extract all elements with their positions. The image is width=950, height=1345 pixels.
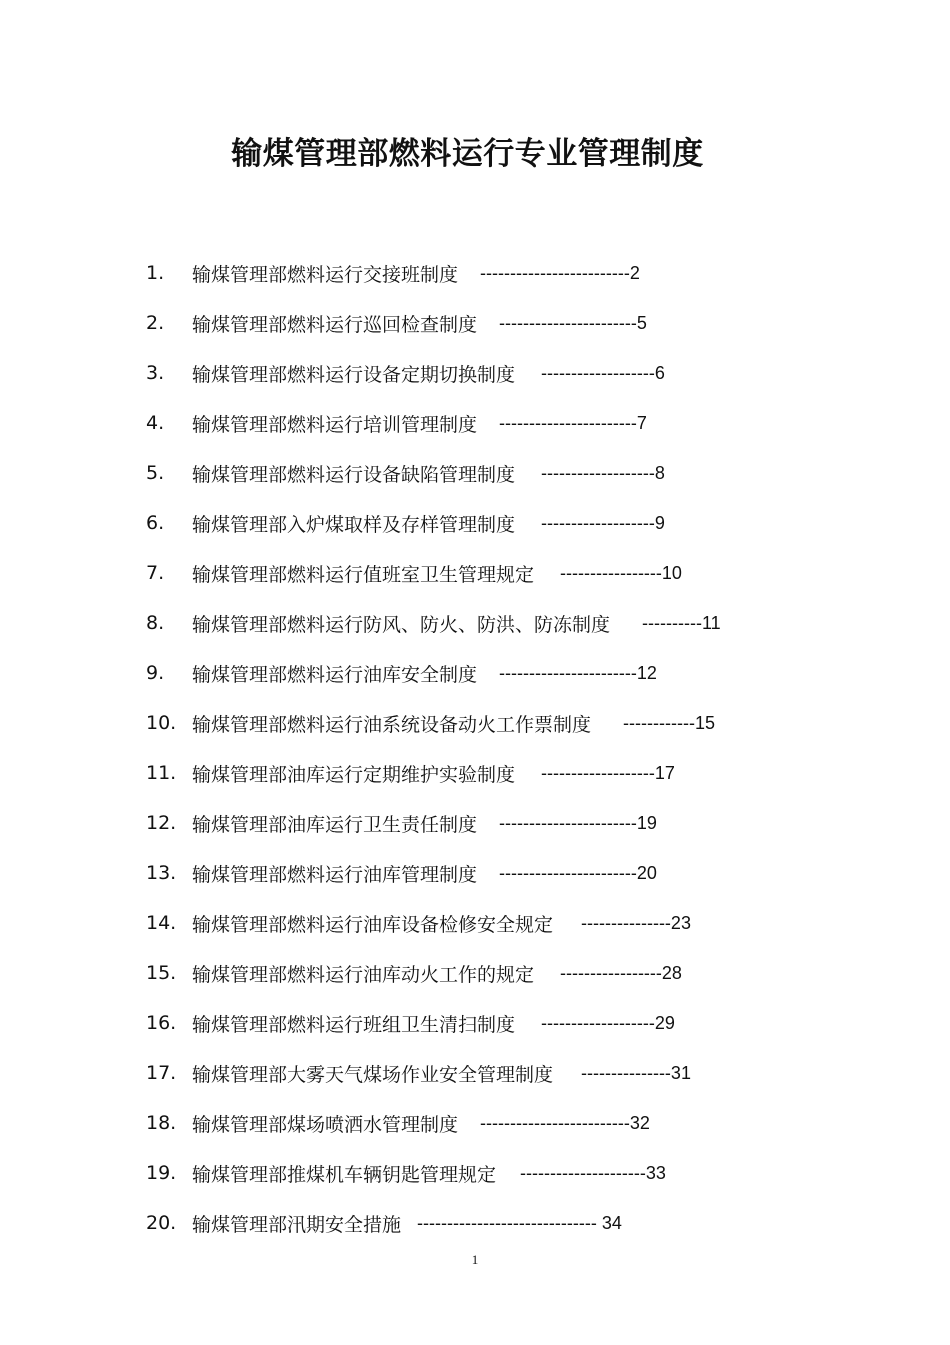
toc-entry[interactable]: [146, 398, 846, 448]
toc-entry[interactable]: [146, 548, 846, 598]
toc-entry-number: 13.: [146, 862, 177, 884]
toc-entry-title: 输煤管理部燃料运行交接班制度: [192, 263, 459, 286]
toc-entry[interactable]: [146, 1098, 846, 1148]
toc-entry-title: 输煤管理部燃料运行班组卫生清扫制度: [192, 1013, 516, 1036]
toc-entry-title: 输煤管理部大雾天气煤场作业安全管理制度: [192, 1063, 554, 1086]
toc-entry[interactable]: [146, 948, 846, 998]
toc-entry-leader-page: -------------------------2: [480, 262, 640, 283]
toc-entry-leader-page: -------------------------32: [480, 1112, 650, 1133]
toc-entry-number: 10.: [146, 712, 177, 734]
page-title: 输煤管理部燃料运行专业管理制度: [231, 135, 704, 172]
toc-entry-title: 输煤管理部燃料运行设备缺陷管理制度: [192, 463, 516, 486]
toc-entry-number: 17.: [146, 1062, 177, 1084]
toc-entry-number: 8.: [146, 612, 165, 634]
toc-entry-number: 3.: [146, 362, 165, 384]
toc-entry-number: 16.: [146, 1012, 177, 1034]
toc-entry-title: 输煤管理部燃料运行油库管理制度: [192, 863, 478, 886]
toc-entry-number: 19.: [146, 1162, 177, 1184]
toc-entry[interactable]: [146, 348, 846, 398]
toc-entry-title: 输煤管理部入炉煤取样及存样管理制度: [192, 513, 516, 536]
toc-entry-number: 4.: [146, 412, 165, 434]
toc-entry-title: 输煤管理部油库运行卫生责任制度: [192, 813, 478, 836]
toc-entry-title: 输煤管理部燃料运行防风、防火、防洪、防冻制度: [192, 613, 611, 636]
toc-entry[interactable]: [146, 298, 846, 348]
toc-entry-leader-page: ---------------23: [581, 912, 691, 933]
page-number: 1: [471, 1252, 479, 1267]
toc-entry-leader-page: ----------11: [642, 612, 721, 633]
table-of-contents: [146, 248, 846, 1248]
toc-entry[interactable]: [146, 1148, 846, 1198]
toc-entry-title: 输煤管理部燃料运行巡回检查制度: [192, 313, 478, 336]
toc-entry-leader-page: -----------------------5: [499, 312, 647, 333]
toc-entry[interactable]: [146, 448, 846, 498]
toc-entry-leader-page: -------------------6: [541, 362, 665, 383]
toc-entry[interactable]: [146, 1048, 846, 1098]
toc-entry[interactable]: [146, 648, 846, 698]
toc-entry-leader-page: -------------------9: [541, 512, 665, 533]
toc-entry-number: 20.: [146, 1212, 177, 1234]
toc-entry-number: 9.: [146, 662, 165, 684]
toc-entry-title: 输煤管理部燃料运行油库设备检修安全规定: [192, 913, 554, 936]
toc-entry-leader-page: ---------------------33: [520, 1162, 666, 1183]
toc-entry-leader-page: -----------------------19: [499, 812, 657, 833]
toc-entry-title: 输煤管理部燃料运行油库动火工作的规定: [192, 963, 535, 986]
toc-entry-title: 输煤管理部燃料运行值班室卫生管理规定: [192, 563, 535, 586]
toc-entry-leader-page: -----------------28: [560, 962, 682, 983]
toc-entry-number: 11.: [146, 762, 177, 784]
toc-entry-title: 输煤管理部汛期安全措施: [192, 1213, 402, 1236]
toc-entry-leader-page: -----------------------20: [499, 862, 657, 883]
toc-entry[interactable]: [146, 248, 846, 298]
toc-entry[interactable]: [146, 698, 846, 748]
toc-entry[interactable]: [146, 848, 846, 898]
toc-entry[interactable]: [146, 498, 846, 548]
toc-entry[interactable]: [146, 798, 846, 848]
toc-entry-leader-page: -------------------17: [541, 762, 675, 783]
toc-entry[interactable]: [146, 1198, 846, 1248]
toc-entry-leader-page: ------------------------------ 34: [417, 1212, 622, 1233]
toc-entry-number: 5.: [146, 462, 165, 484]
toc-entry-leader-page: ---------------31: [581, 1062, 691, 1083]
toc-entry-title: 输煤管理部燃料运行油系统设备动火工作票制度: [192, 713, 592, 736]
toc-entry-leader-page: ------------15: [623, 712, 715, 733]
toc-entry-number: 12.: [146, 812, 177, 834]
toc-entry-number: 18.: [146, 1112, 177, 1134]
toc-entry-title: 输煤管理部油库运行定期维护实验制度: [192, 763, 516, 786]
toc-entry-leader-page: -----------------10: [560, 562, 682, 583]
toc-entry-leader-page: -------------------29: [541, 1012, 675, 1033]
toc-entry-title: 输煤管理部燃料运行培训管理制度: [192, 413, 478, 436]
toc-entry-title: 输煤管理部煤场喷洒水管理制度: [192, 1113, 459, 1136]
toc-entry-leader-page: -------------------8: [541, 462, 665, 483]
toc-entry-title: 输煤管理部推煤机车辆钥匙管理规定: [192, 1163, 497, 1186]
toc-entry[interactable]: [146, 898, 846, 948]
toc-entry[interactable]: [146, 748, 846, 798]
toc-entry-title: 输煤管理部燃料运行油库安全制度: [192, 663, 478, 686]
toc-entry[interactable]: [146, 598, 846, 648]
toc-entry-leader-page: -----------------------7: [499, 412, 647, 433]
toc-entry-number: 7.: [146, 562, 165, 584]
toc-entry-number: 15.: [146, 962, 177, 984]
toc-entry-number: 2.: [146, 312, 165, 334]
toc-entry-title: 输煤管理部燃料运行设备定期切换制度: [192, 363, 516, 386]
toc-entry-number: 1.: [146, 262, 165, 284]
toc-entry[interactable]: [146, 998, 846, 1048]
toc-entry-number: 6.: [146, 512, 165, 534]
toc-entry-leader-page: -----------------------12: [499, 662, 657, 683]
toc-entry-number: 14.: [146, 912, 177, 934]
